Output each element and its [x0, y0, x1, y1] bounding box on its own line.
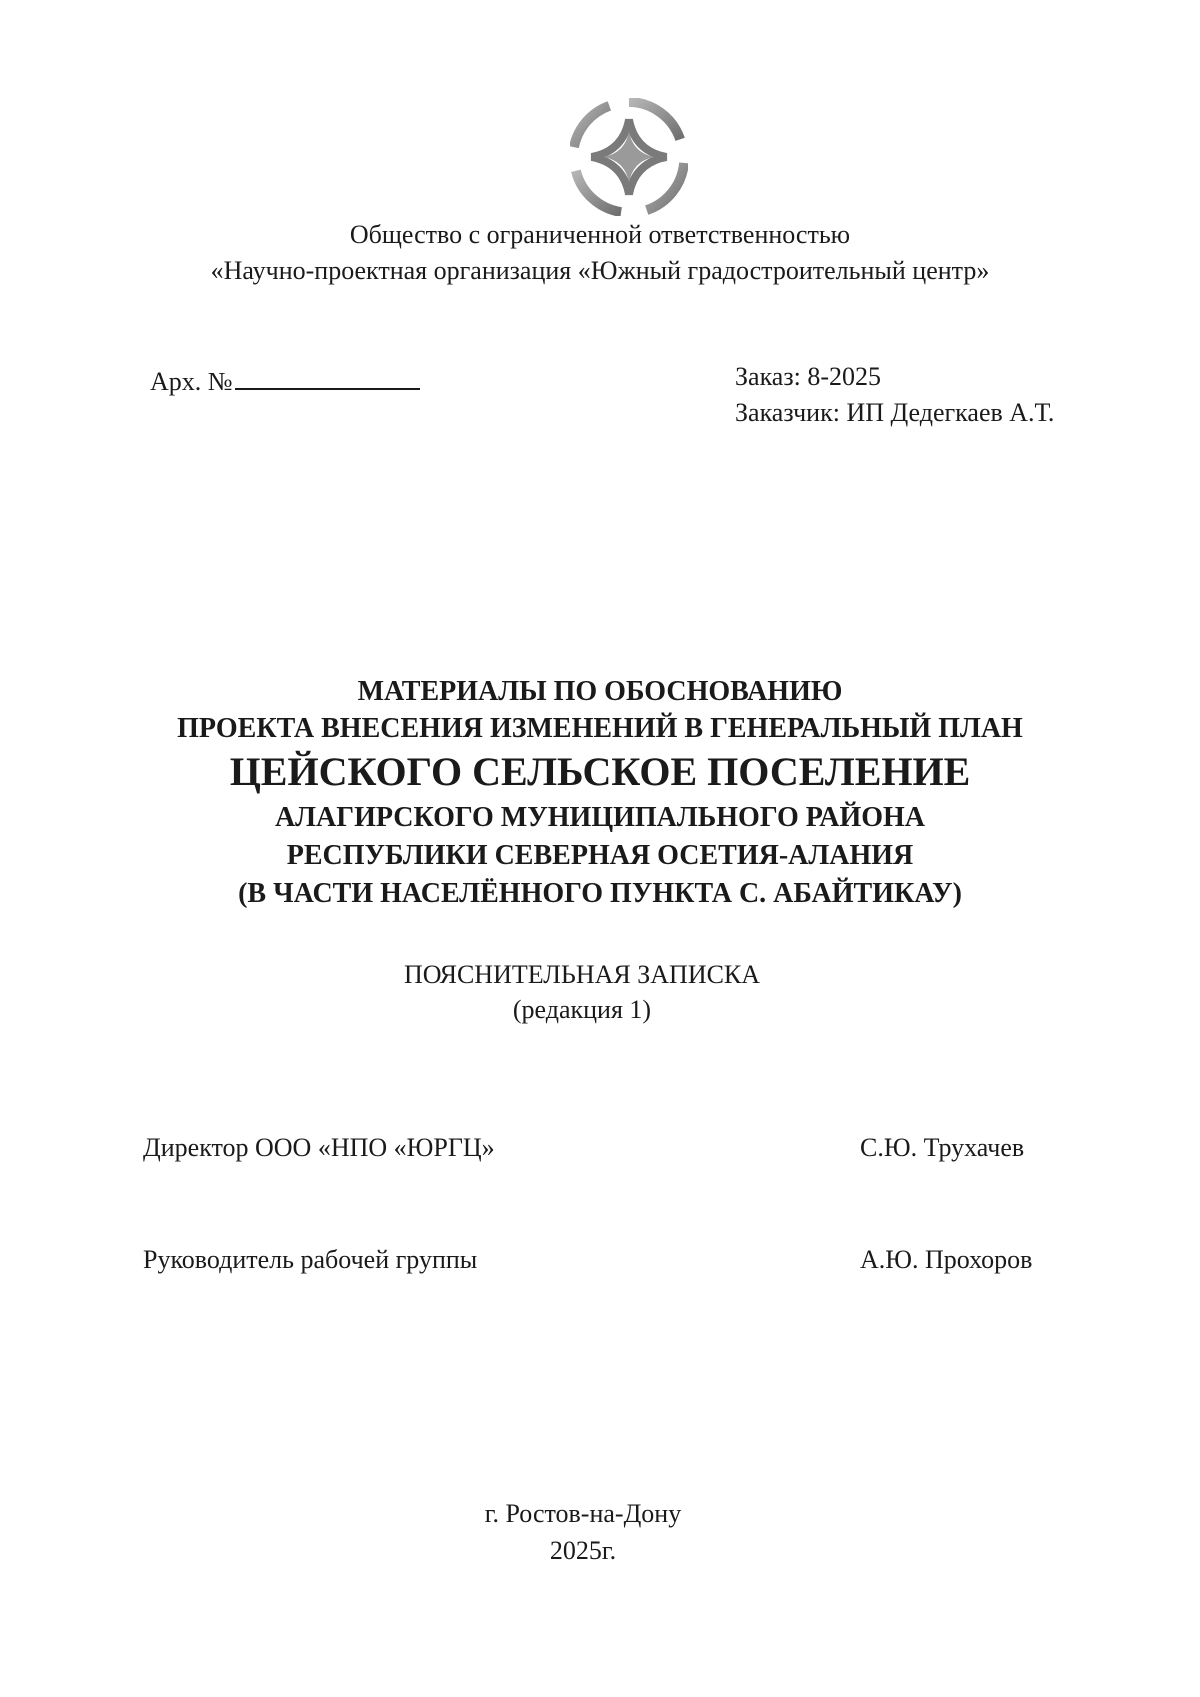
title-line5: РЕСПУБЛИКИ СЕВЕРНАЯ ОСЕТИЯ-АЛАНИЯ — [286, 840, 914, 871]
customer: Заказчик: ИП Дедегкаев А.Т. — [735, 398, 1055, 427]
title-line6: (В ЧАСТИ НАСЕЛЁННОГО ПУНКТА С. АБАЙТИКАУ) — [238, 878, 962, 909]
org-name-line1: Общество с ограниченной ответственностью — [349, 220, 851, 249]
title-line3: ЦЕЙСКОГО СЕЛЬСКОЕ ПОСЕЛЕНИЕ — [229, 749, 971, 794]
archive-number — [150, 362, 420, 397]
order-number: Заказ: 8-2025 — [735, 362, 881, 391]
title-line2: ПРОЕКТА ВНЕСЕНИЯ ИЗМЕНЕНИЙ В ГЕНЕРАЛЬНЫЙ ПЛАН — [177, 713, 1023, 744]
title-line4: АЛАГИРСКОГО МУНИЦИПАЛЬНОГО РАЙОНА — [274, 802, 926, 833]
signature-name-lead: А.Ю. Прохоров — [860, 1245, 1033, 1274]
org-name-line2: «Научно-проектная организация «Южный градостроительный центр» — [210, 256, 990, 285]
archive-number-blank — [235, 362, 420, 390]
revision: (редакция 1) — [512, 995, 652, 1024]
signature-role-lead: Руководитель рабочей группы — [143, 1245, 478, 1274]
title-line1: МАТЕРИАЛЫ ПО ОБОСНОВАНИЮ — [357, 676, 843, 707]
signature-name-director: С.Ю. Трухачев — [860, 1133, 1025, 1162]
archive-label: Арх. № — [150, 367, 233, 396]
document-type: ПОЯСНИТЕЛЬНАЯ ЗАПИСКА — [403, 960, 761, 989]
company-logo-icon — [570, 98, 688, 216]
footer-year: 2025г. — [549, 1536, 617, 1565]
footer-city: г. Ростов-на-Дону — [484, 1499, 682, 1528]
signature-role-director: Директор ООО «НПО «ЮРГЦ» — [143, 1133, 495, 1162]
